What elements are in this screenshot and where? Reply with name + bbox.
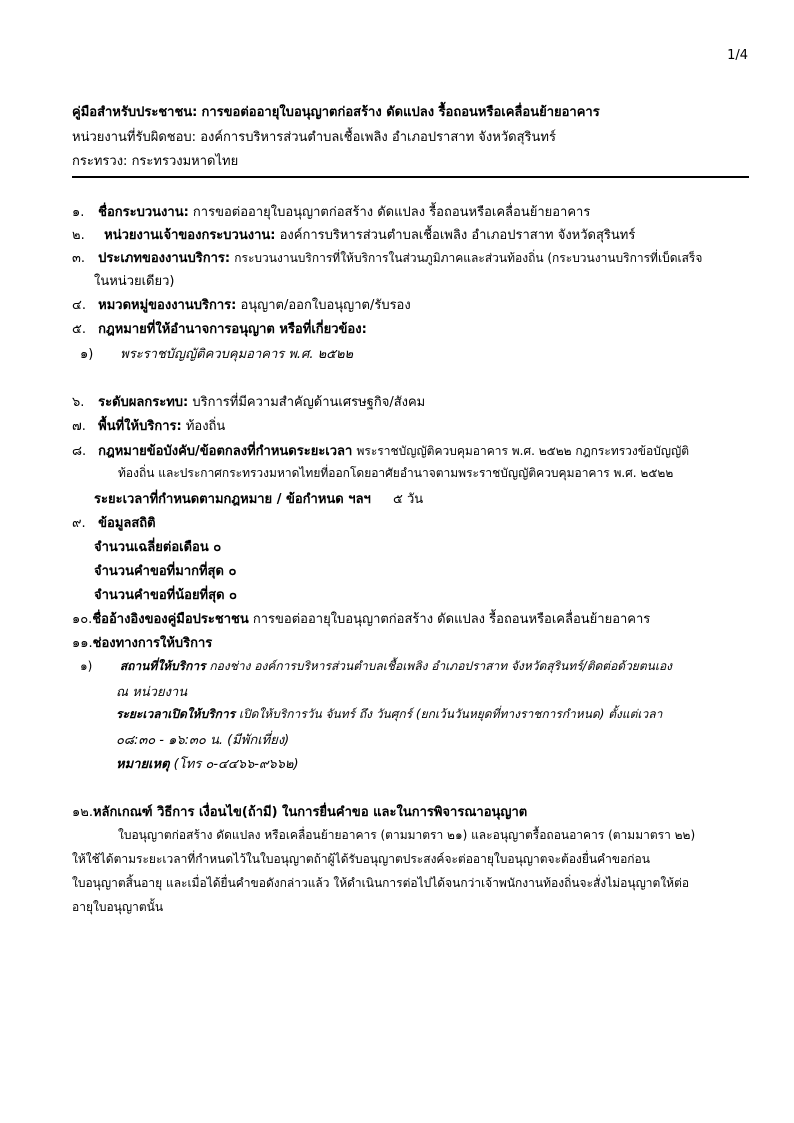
item-12-paragraph-line-4: อายุใบอนุญาตนั้น — [72, 900, 164, 914]
header-agency-label: หน่วยงานที่รับผิดชอบ: — [72, 130, 197, 145]
item-11-note-label: หมายเหตุ — [116, 757, 170, 772]
item-6-number: ๖. — [72, 395, 85, 410]
item-2-number: ๒. — [72, 228, 85, 243]
item-11-place-value: กองช่าง องค์การบริหารส่วนตำบลเชื้อเพลิง อำเภอปราสาท จังหวัดสุรินทร์/ติดต่อด้วยตนเอง — [209, 659, 673, 673]
item-5-subitem — [80, 343, 353, 364]
header-title-label: คู่มือสำหรับประชาชน: — [72, 105, 198, 120]
item-12 — [72, 801, 527, 822]
item-10-number: ๑๐. — [72, 612, 93, 627]
item-3-value: กระบวนงานบริการที่ให้บริการในส่วนภูมิภาคและส่วนท้องถิ่น (กระบวนงานบริการที่เบ็ดเสร็จ — [234, 251, 703, 265]
item-8-label: กฎหมายข้อบังคับ/ข้อตกลงที่กำหนดระยะเวลา — [98, 444, 353, 459]
item-8-period-label: ระยะเวลาที่กำหนดตามกฎหมาย / ข้อกำหนด ฯลฯ — [94, 492, 371, 507]
item-9-max: จำนวนคำขอที่มากที่สุด ๐ — [94, 564, 237, 579]
item-9-average: จำนวนเฉลี่ยต่อเดือน ๐ — [94, 540, 222, 555]
item-8-period-value: ๕ วัน — [392, 492, 424, 507]
item-12-paragraph-line-3: ใบอนุญาตสิ้นอายุ และเมื่อได้ยื่นคำขอดังกล่าวแล้ว ให้ดำเนินการต่อไปได้จนกว่าเจ้าพนักงานท้องถิ่นจะสั่งไม่อนุญาตให้ต่อ — [72, 876, 690, 890]
item-11-subitem-number: ๑) — [80, 659, 93, 673]
header-agency-line — [72, 126, 556, 147]
item-7-label: พื้นที่ให้บริการ: — [98, 419, 182, 434]
item-6-value: บริการที่มีความสำคัญด้านเศรษฐกิจ/สังคม — [192, 395, 426, 410]
item-5-number: ๕. — [72, 322, 86, 337]
item-8-value: พระราชบัญญัติควบคุมอาคาร พ.ศ. ๒๕๒๒ กฎกระทรวงข้อบัญญัติ — [356, 444, 690, 458]
item-11-number: ๑๑. — [72, 636, 93, 651]
item-10-value: การขอต่ออายุใบอนุญาตก่อสร้าง ดัดแปลง รื้อถอนหรือเคลื่อนย้ายอาคาร — [252, 612, 651, 627]
header-agency-value: องค์การบริหารส่วนตำบลเชื้อเพลิง อำเภอปราสาท จังหวัดสุรินทร์ — [200, 130, 556, 145]
item-5-label: กฎหมายที่ให้อำนาจการอนุญาต หรือที่เกี่ยวข้อง: — [98, 322, 367, 337]
item-11 — [72, 632, 212, 653]
item-3-value-continued: ในหน่วยเดียว) — [94, 274, 175, 289]
item-6 — [72, 391, 425, 412]
item-7 — [72, 415, 225, 436]
item-9-min: จำนวนคำขอที่น้อยที่สุด ๐ — [94, 588, 237, 603]
item-4 — [72, 294, 411, 315]
item-4-number: ๔. — [72, 298, 86, 313]
item-10 — [72, 608, 650, 629]
item-12-number: ๑๒. — [72, 805, 93, 820]
item-4-value: อนุญาต/ออกใบอนุญาต/รับรอง — [240, 298, 411, 313]
item-5 — [72, 318, 367, 339]
item-2-label: หน่วยงานเจ้าของกระบวนงาน: — [104, 228, 276, 243]
item-1 — [72, 201, 590, 222]
item-1-number: ๑. — [72, 205, 85, 220]
item-11-hours-value: เปิดให้บริการวัน จันทร์ ถึง วันศุกร์ (ยกเว้นวันหยุดที่ทางราชการกำหนด) ตั้งแต่เวลา — [238, 707, 663, 721]
item-2 — [72, 224, 635, 245]
item-12-paragraph-line-1: ใบอนุญาตก่อสร้าง ดัดแปลง หรือเคลื่อนย้ายอาคาร (ตามมาตรา ๒๑) และอนุญาตรื้อถอนอาคาร (ตามมาตรา ๒๒) — [118, 828, 696, 842]
item-1-label: ชื่อกระบวนงาน: — [98, 205, 189, 220]
item-11-label: ช่องทางการให้บริการ — [92, 636, 213, 651]
item-8-number: ๘. — [72, 444, 87, 459]
item-11-hours-label: ระยะเวลาเปิดให้บริการ — [116, 707, 236, 721]
item-11-place-label: สถานที่ให้บริการ — [119, 659, 206, 673]
item-6-label: ระดับผลกระทบ: — [98, 395, 189, 410]
item-11-note — [116, 753, 299, 774]
item-3-number: ๓. — [72, 251, 86, 266]
item-7-value: ท้องถิ่น — [185, 419, 226, 434]
item-3 — [72, 247, 702, 268]
item-5-subitem-value: พระราชบัญญัติควบคุมอาคาร พ.ศ. ๒๕๒๒ — [120, 347, 354, 362]
item-11-note-value: (โทร ๐-๔๔๖๖-๙๖๖๒) — [173, 757, 299, 772]
item-12-paragraph-line-2: ให้ใช้ได้ตามระยะเวลาที่กำหนดไว้ในใบอนุญาตถ้าผู้ได้รับอนุญาตประสงค์จะต่ออายุใบอนุญาตจะต้องยื่นคำขอก่อน — [72, 852, 650, 866]
header-ministry-label: กระทรวง: — [72, 154, 128, 169]
header-ministry-line — [72, 150, 238, 171]
item-9-number: ๙. — [72, 516, 86, 531]
item-11-subitem — [80, 657, 672, 676]
item-8-period — [94, 488, 423, 509]
item-9 — [72, 512, 156, 533]
item-10-label: ชื่ออ้างอิงของคู่มือประชาชน — [92, 612, 249, 627]
item-11-hours-continued: ๐๘:๓๐ - ๑๖:๓๐ น. (มีพักเที่ยง) — [116, 733, 290, 748]
item-3-label: ประเภทของงานบริการ: — [98, 251, 231, 266]
item-8 — [72, 440, 689, 461]
item-9-label: ข้อมูลสถิติ — [98, 516, 156, 531]
header-ministry-value: กระทรวงมหาดไทย — [131, 154, 239, 169]
item-11-hours — [116, 705, 662, 724]
item-5-subitem-number: ๑) — [80, 347, 94, 362]
item-7-number: ๗. — [72, 419, 86, 434]
item-4-label: หมวดหมู่ของงานบริการ: — [98, 298, 237, 313]
item-12-label: หลักเกณฑ์ วิธีการ เงื่อนไข(ถ้ามี) ในการยื่นคำขอ และในการพิจารณาอนุญาต — [92, 805, 528, 820]
header-title-value: การขอต่ออายุใบอนุญาตก่อสร้าง ดัดแปลง รื้อถอนหรือเคลื่อนย้ายอาคาร — [201, 105, 600, 120]
page-number: 1/4 — [727, 48, 748, 63]
header-divider — [72, 176, 749, 178]
item-11-place-continued: ณ หน่วยงาน — [116, 685, 188, 700]
item-2-value: องค์การบริหารส่วนตำบลเชื้อเพลิง อำเภอปราสาท จังหวัดสุรินทร์ — [279, 228, 636, 243]
item-1-value: การขอต่ออายุใบอนุญาตก่อสร้าง ดัดแปลง รื้อถอนหรือเคลื่อนย้ายอาคาร — [192, 205, 591, 220]
item-8-value-continued: ท้องถิ่น และประกาศกระทรวงมหาดไทยที่ออกโดยอาศัยอำนาจตามพระราชบัญญัติควบคุมอาคาร พ.ศ. ๒๕๒๒ — [118, 466, 674, 480]
header-title-line — [72, 101, 600, 122]
